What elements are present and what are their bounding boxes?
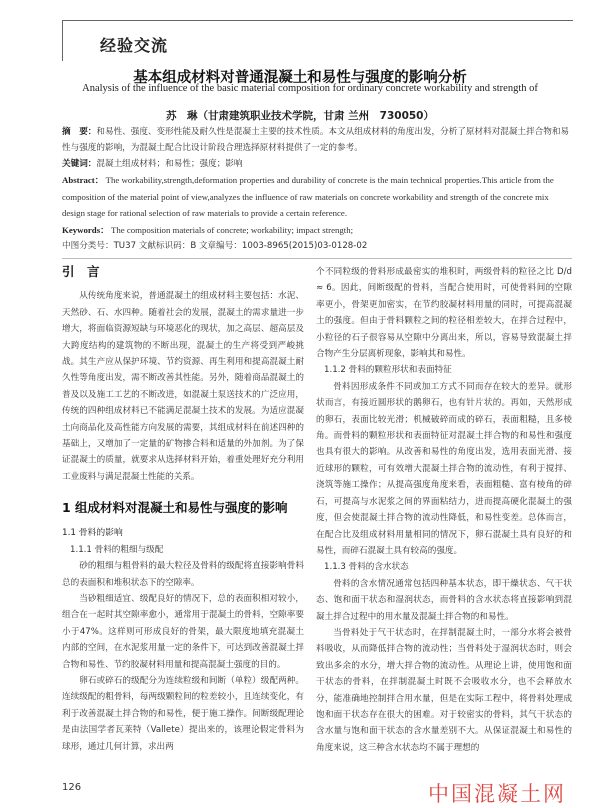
keywords-cn-label: 关键词： [62, 159, 97, 169]
abstract-en-text: The workability,strength,deformation properties and durability of concrete is the main technical properties.This article from the composition of the material point of view,analyzes the influence of raw materials on concrete workability and strength of the concrete mix design stage for rational selection of raw materials to provide a certain reference. [62, 175, 554, 218]
paragraph: 卵石或碎石的级配分为连续粒级和间断（单粒）级配两种。连续级配的粗骨料，每两级颗粒间的粒差较小，且连续变化，有利于改善混凝土拌合物的和易性，便于施工操作。间断级配理论是由法国学者瓦莱特（Vallete）提出来的，该理论假定骨料为球形，通过几何计算，求出两 [62, 675, 304, 752]
section-1-1-1-heading: 1.1.1 骨料的粗细与级配 [70, 544, 164, 555]
paragraph: 个不同粒级的骨料形成最密实的堆积时，两级骨料的粒径之比 D/d ≈ 6。因此，间断级配的骨料，当配合使用时，可使骨料间的空隙率更小，骨架更加密实，在节约胶凝材料用量的同时，可提高混凝土的强度。但由于骨料颗粒之间的粒径相差较大，在拌合过程中，小粒径的石子很容易从空隙中分离出来，所以，容易导致混凝土拌合物产生分层离析现象，影响其和易性。 [316, 267, 572, 360]
paragraph: 砂的粗细与粗骨料的最大粒径及骨料的级配将直接影响骨料总的表面积和堆积状态下的空隙率。 [62, 561, 304, 588]
intro-heading: 引 言 [62, 264, 100, 279]
page-number: 126 [62, 782, 82, 793]
abstract-cn-text: 和易性、强度、变形性能及耐久性是混凝土主要的技术性质。本文从组成材料的角度出发，分析了原材料对混凝土拌合物和易性与强度的影响，为混凝土配合比设计阶段合理选择原材料提供了一定的参考。 [62, 127, 570, 153]
divider [62, 258, 572, 259]
abstract-en [62, 172, 572, 222]
keywords-en-text: The composition materials of concrete; workability; impact strength; [110, 225, 354, 235]
abstract-cn [62, 124, 572, 156]
paragraph: 骨料的含水情况通常包括四种基本状态，即干燥状态、气干状态、饱和面干状态和湿润状态，而骨料的含水状态将直接影响到混凝土拌合过程中的用水量及混凝土拌合物的和易性。 [316, 578, 572, 622]
keywords-en-label: Keywords： [62, 225, 109, 235]
article-title-cn: 基本组成材料对普通混凝土和易性与强度的影响分析 [133, 70, 467, 86]
paragraph: 当骨料处于气干状态时，在拌制混凝土时，一部分水将会被骨料吸收，从而降低拌合物的流动性；当骨料处于湿润状态时，则会致出多余的水分，增大拌合物的流动性。从理论上讲，使用饱和面干状态的骨料，在拌制混凝土时既不会吸收水分，也不会释放水分，能准确地控制拌合用水量，但是在实际工程中，将骨料处理成饱和面干状态存在很大的困难。对于较密实的骨料，其气干状态的含水量与饱和面干状态的含水量差别不大。从保证混凝土和易性的角度来说，这三种含水状态均不属于理想的 [316, 627, 572, 753]
right-column [316, 264, 572, 756]
keywords-en [62, 222, 572, 239]
left-column [62, 264, 304, 755]
paragraph: 骨料因形成条件不同或加工方式不同而存在较大的差异。就形状而言，有接近圆形状的鹅卵石，也有针片状的。再如，天然形成的卵石，表面比较光滑；机械破碎而成的碎石，表面粗糙，且多棱角。而骨料的颗粒形状和表面特征对混凝土拌合物的和易性和强度也具有很大的影响。从改善和易性的角度出发，选用表面光滑、接近球形的颗粒，可有效增大混凝土拌合物的流动性，有利于搅拌、浇筑等施工操作；从提高强度角度来看，表面粗糙、富有棱角的碎石，可提高与水泥浆之间的界面粘结力，进而提高硬化混凝土的强度，但会使混凝土拌合物的流动性降低，和易性变差。总体而言，在配合比及组成材料用量相同的情况下，卵石混凝土具有良好的和易性，而碎石混凝土具有较高的强度。 [316, 381, 572, 556]
paragraph: 当砂粗细适宜、级配良好的情况下，总的表面积相对较小，组合在一起时其空隙率愈小，通常用于混凝土的骨料，空隙率要小于47%。这样则可形成良好的骨架，最大限度地填充混凝土内部的空间，在水泥浆用量一定的条件下，可达到改善混凝土拌合物和易性、节约胶凝材料用量和提高混凝土强度的目的。 [62, 593, 304, 670]
section-tag: 经验交流 [100, 36, 169, 55]
article-title-en: Analysis of the influence of the basic material composition for ordinary concrete workability and strength of [82, 83, 538, 94]
abstract-cn-label: 摘 要： [62, 127, 97, 137]
author-line: 苏 琳（甘肃建筑职业技术学院，甘肃 兰州 730050） [166, 110, 434, 122]
article-meta: 中图分类号：TU37 文献标识码：B 文章编号：1003-8965(2015)03-0128-02 [62, 241, 368, 251]
section-1-heading: 1 组成材料对混凝土和易性与强度的影响 [62, 500, 288, 516]
section-1-1-heading: 1.1 骨料的影响 [62, 528, 123, 539]
section-1-1-3-heading: 1.1.3 骨料的含水状态 [324, 562, 409, 573]
abstract-en-label: Abstract： [62, 175, 104, 185]
keywords-cn [62, 156, 572, 172]
section-1-1-2-heading: 1.1.2 骨料的颗粒形状和表面特征 [324, 365, 452, 376]
keywords-cn-text: 混凝土组成材料；和易性；强度；影响 [96, 159, 243, 169]
watermark-logo: 中国混凝土网 [428, 782, 566, 806]
intro-paragraph: 从传统角度来说，普通混凝土的组成材料主要包括：水泥、天然砂、石、水四种。随着社会的发展，混凝土的需求量进一步增大，将面临资源短缺与环境恶化的现状，加之高层、超高层及大跨度结构的建筑物的不断出现，混凝土的生产将受到严峻挑战。其生产应从保护环境、节约资源、再生利用和提高混凝土耐久性等角度出发，需不断改善其性能。另外，随着商品混凝土的普及以及施工工艺的不断改进，如混凝土泵送技术的广泛应用，传统的四种组成材料已不能满足混凝土技术的发展。为适应混凝土向商品化及高性能方向发展的需要，其组成材料在前述四种的基础上，又增加了一定量的矿物掺合料和适量的外加剂。为了保证混凝土的质量，就要求从选择材料开始，着重处理好充分利用工业废料与满足混凝土性能的关系。 [62, 291, 304, 482]
